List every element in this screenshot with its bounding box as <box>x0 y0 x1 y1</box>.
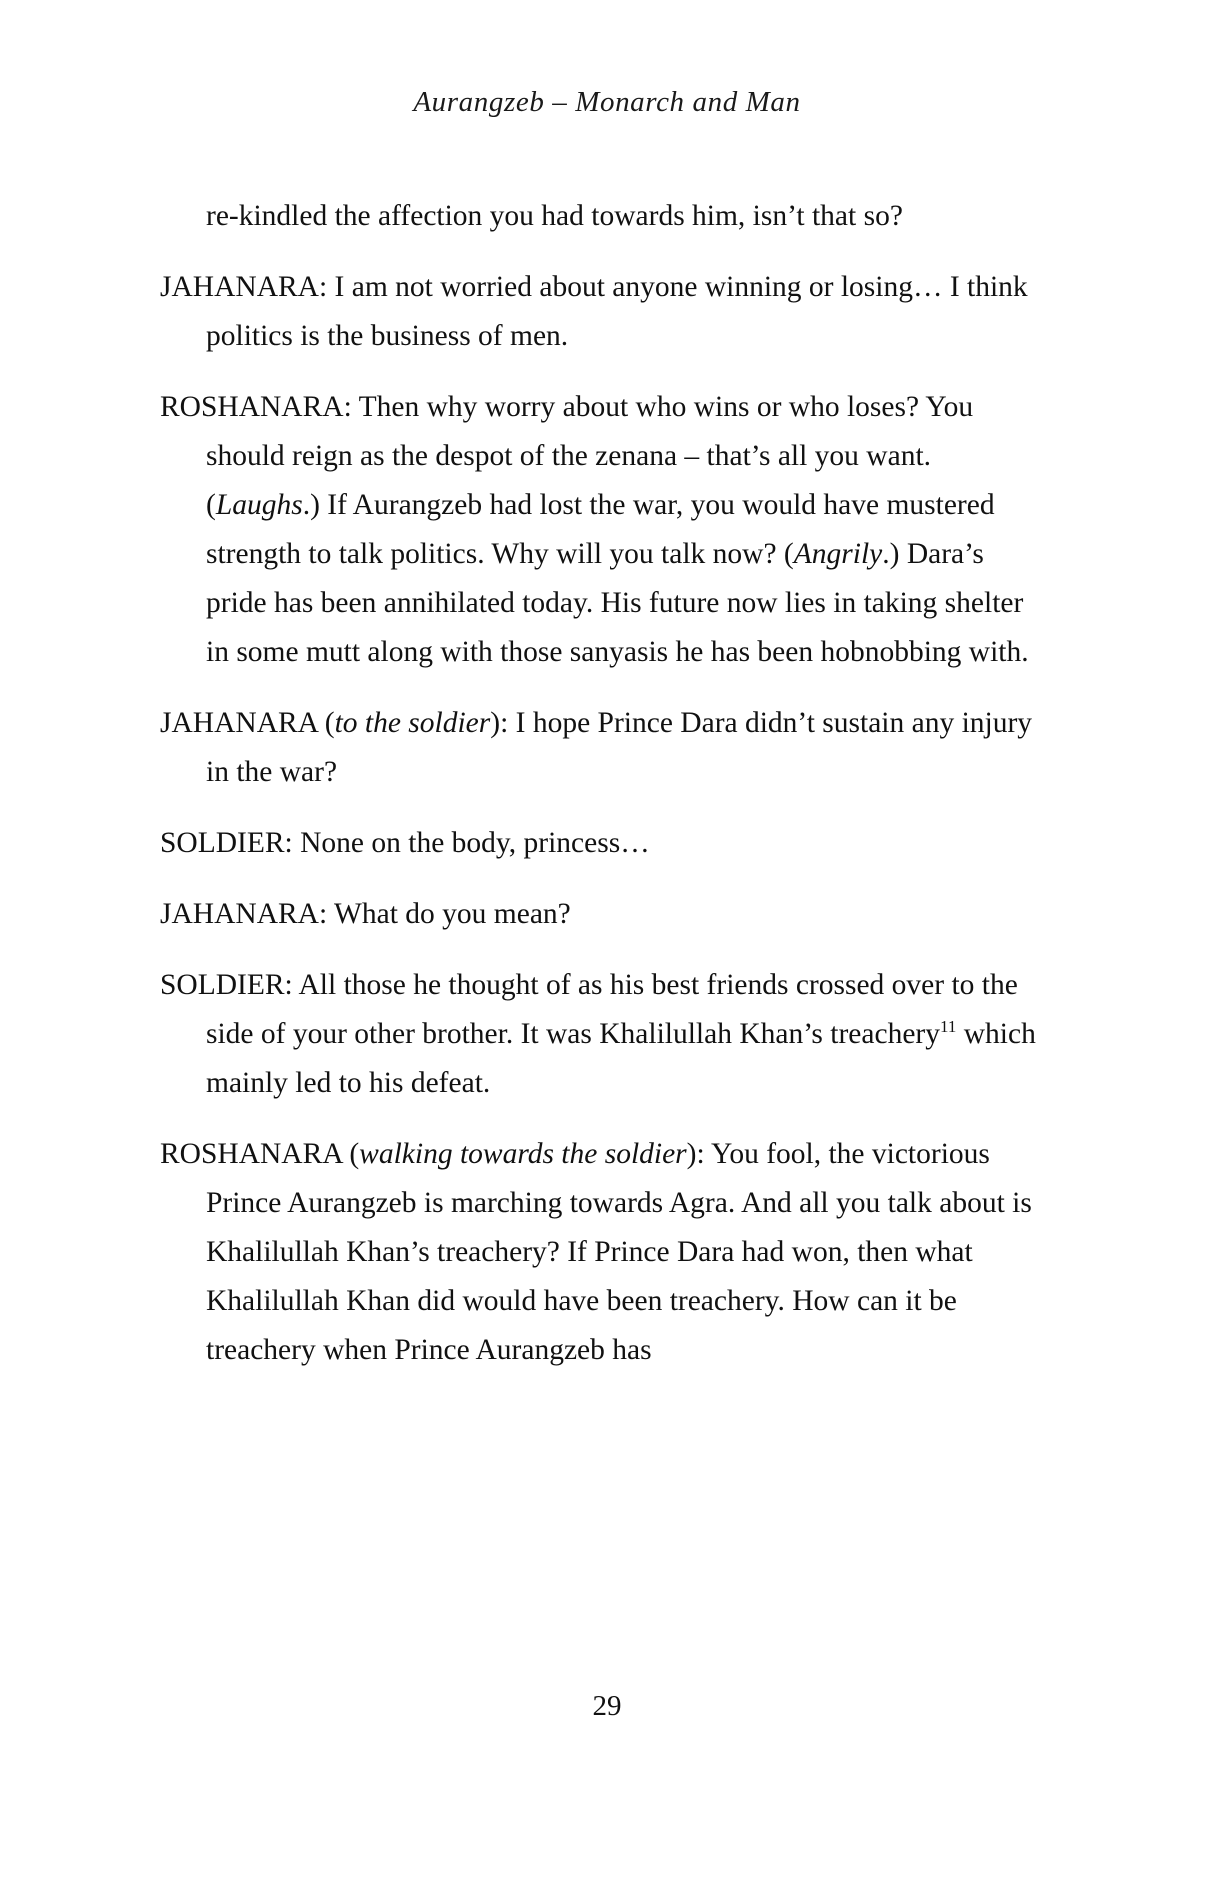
text-run: ): You fool, the victorious Prince Aurangzeb is marching towards Agra. And all you talk about is Khalilullah Khan’s treachery? If Prince Dara had won, then what Khalilullah Khan did would have been treachery. How can it be treachery when Prince Aurangzeb has <box>206 1138 1032 1366</box>
text-run: SOLDIER: None on the body, princess… <box>160 827 650 859</box>
stage-direction: Laughs <box>215 489 303 521</box>
dialogue-paragraph <box>160 819 1040 868</box>
text-run: which mainly led to his defeat. <box>206 1018 1036 1099</box>
running-head: Aurangzeb – Monarch and Man <box>413 86 801 118</box>
text-run: .) Dara’s pride has been annihilated today. His future now lies in taking shelter in some mutt along with those sanyasis he has been hobnobbing with. <box>206 538 1029 668</box>
dialogue-paragraph <box>160 192 1040 241</box>
stage-direction: Angrily <box>793 538 883 570</box>
dialogue-paragraph <box>160 263 1040 361</box>
text-run: JAHANARA ( <box>160 707 335 739</box>
text-run: SOLDIER: All those he thought of as his best friends crossed over to the side of your other brother. It was Khalilullah Khan’s treachery <box>160 969 1018 1050</box>
page-number: 29 <box>592 1690 622 1722</box>
stage-direction: to the soldier <box>334 707 491 739</box>
stage-direction: walking towards the soldier <box>359 1138 687 1170</box>
dialogue-paragraph <box>160 961 1040 1108</box>
text-run: JAHANARA: I am not worried about anyone winning or losing… I think politics is the business of men. <box>160 271 1028 352</box>
footnote-marker: 11 <box>940 1017 957 1037</box>
text-run: ROSHANARA: Then why worry about who wins or who loses? You should reign as the despot of the zenana – that’s all you want. ( <box>160 391 974 521</box>
dialogue-paragraph <box>160 1130 1040 1375</box>
text-run: .) If Aurangzeb had lost the war, you would have mustered strength to talk politics. Why will you talk now? ( <box>206 489 995 570</box>
text-run: ROSHANARA ( <box>160 1138 360 1170</box>
text-run: JAHANARA: What do you mean? <box>160 898 571 930</box>
dialogue-paragraph <box>160 890 1040 939</box>
text-run: ): I hope Prince Dara didn’t sustain any injury in the war? <box>206 707 1033 788</box>
page-body <box>160 192 1040 1397</box>
dialogue-paragraph <box>160 699 1040 797</box>
text-run: re-kindled the affection you had towards him, isn’t that so? <box>206 200 903 232</box>
dialogue-paragraph <box>160 383 1040 677</box>
